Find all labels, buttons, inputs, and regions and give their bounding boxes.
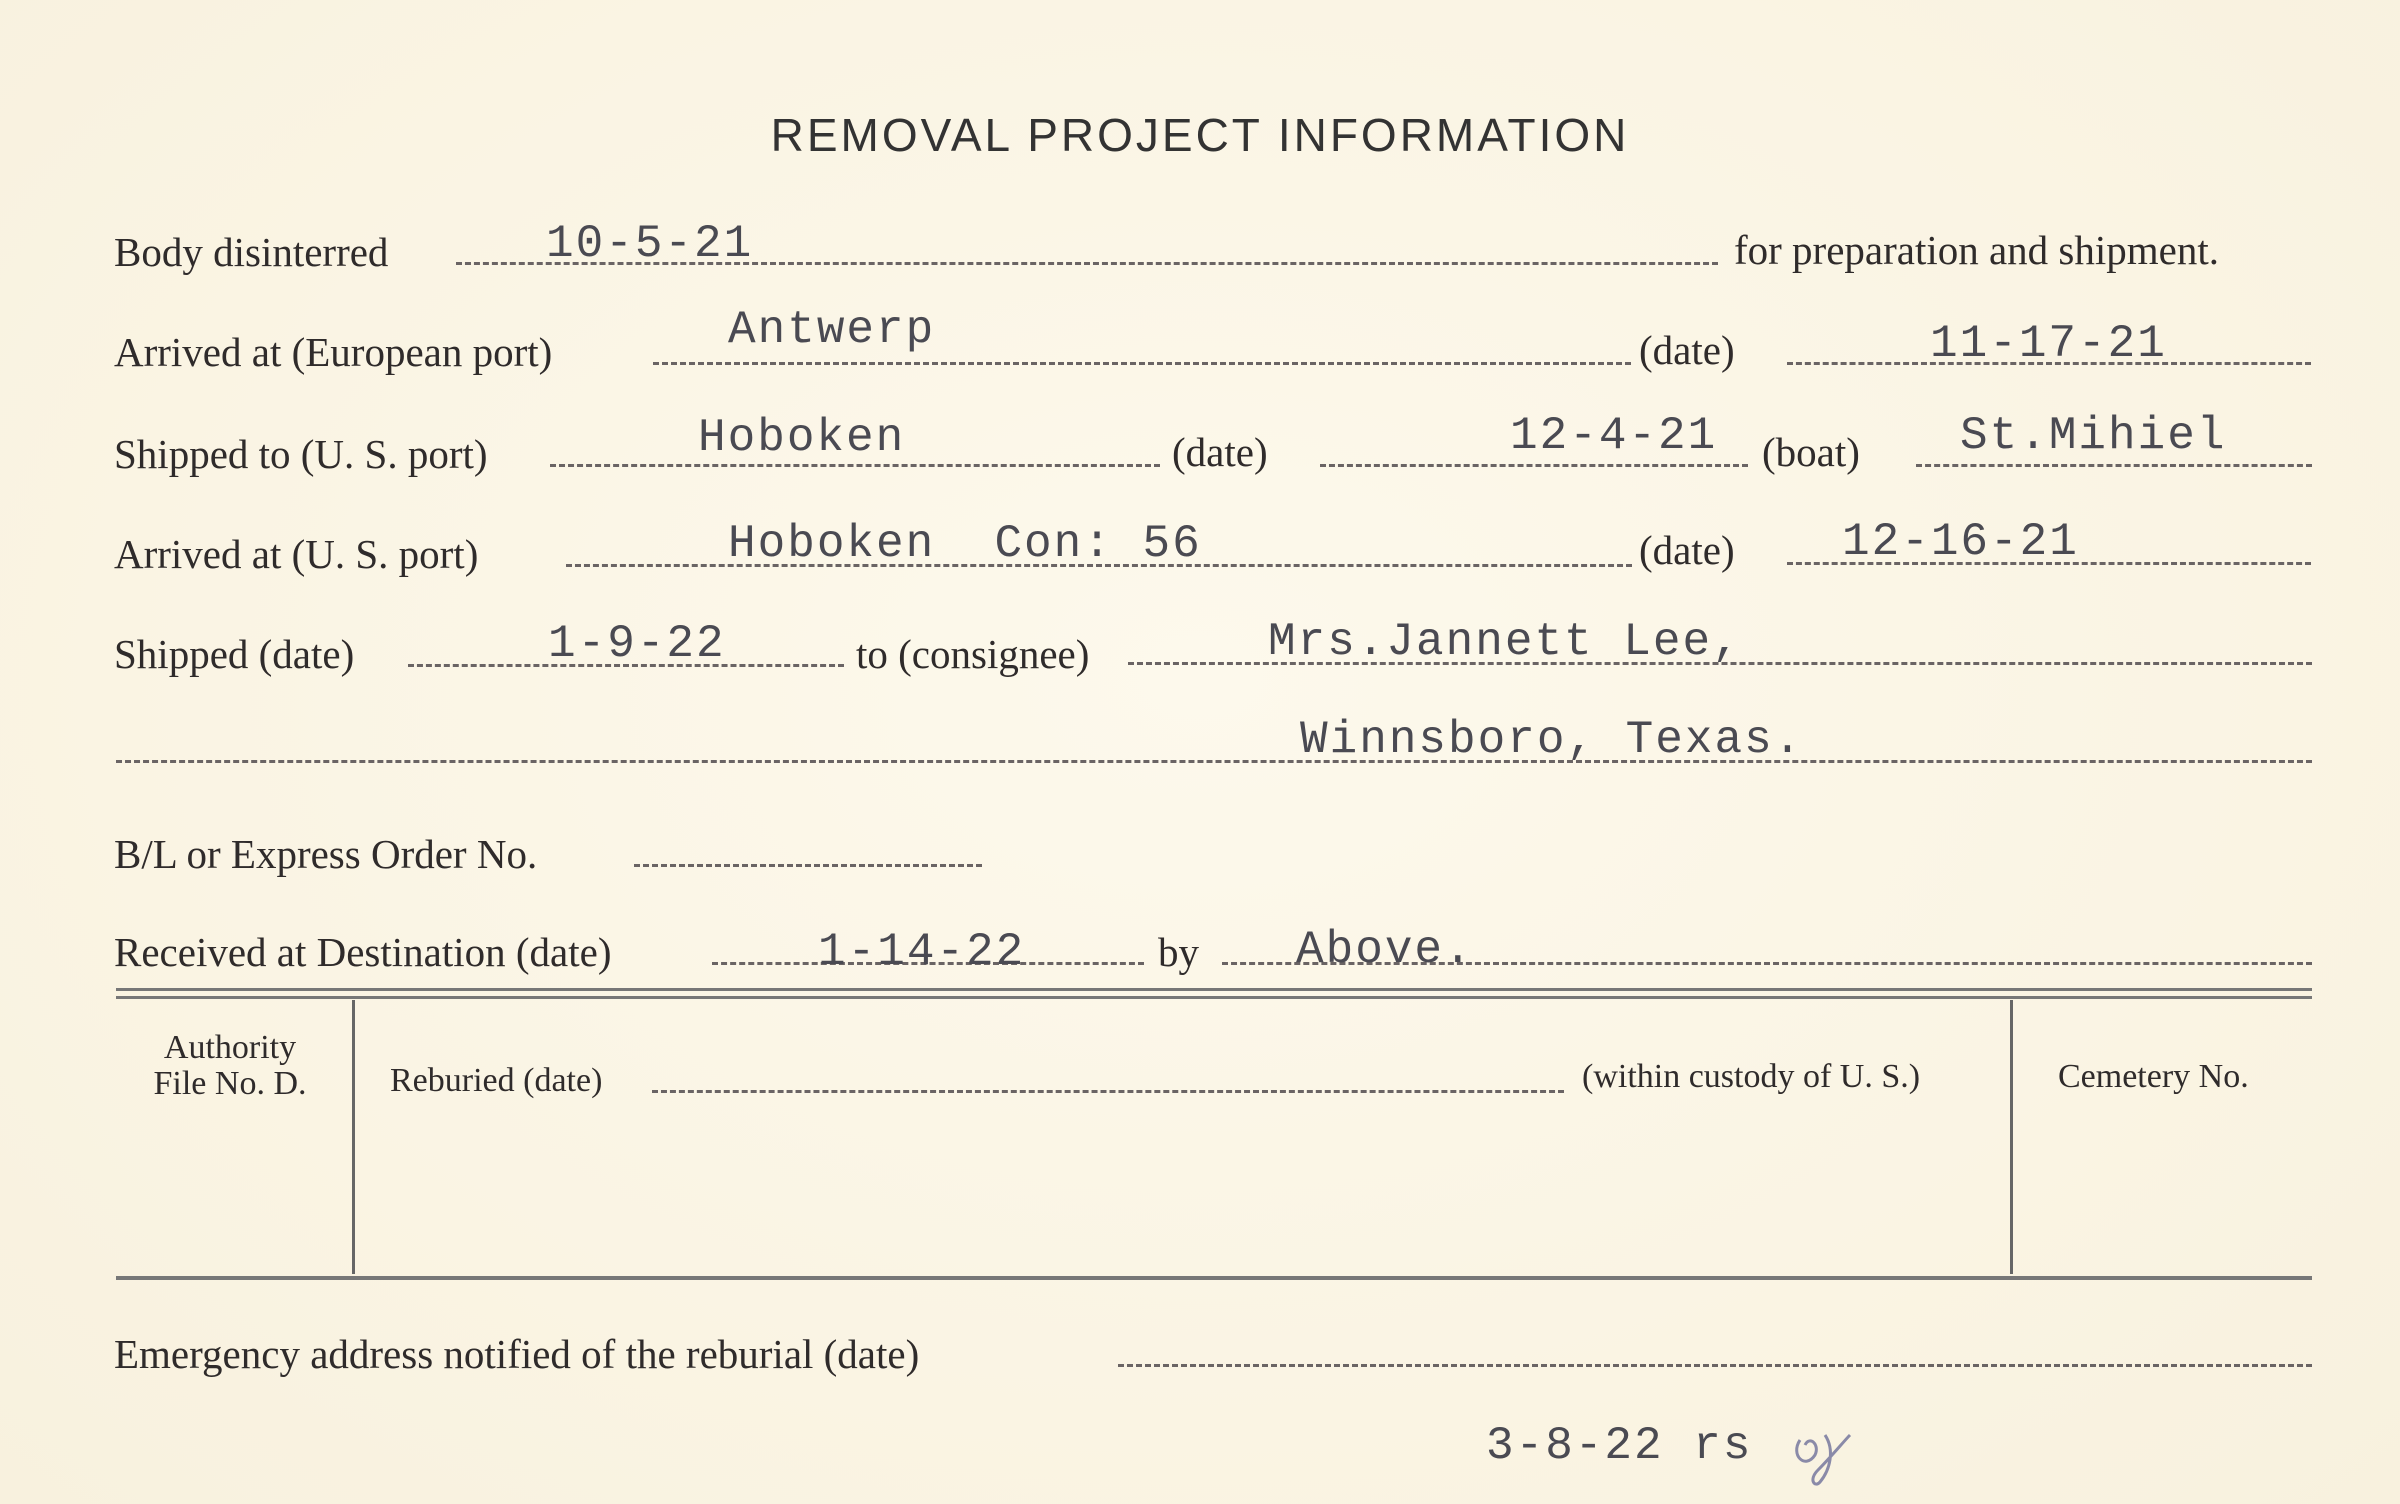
- box-divider-right: [2010, 1000, 2013, 1274]
- footer-note: 3-8-22 rs: [1486, 1420, 1753, 1472]
- body-disinterred-label: Body disinterred: [114, 229, 389, 275]
- us-shipped-date-value: 12-4-21: [1510, 410, 1718, 462]
- us-arrived-date-label: (date): [1639, 527, 1735, 573]
- received-destination-label: Received at Destination (date): [114, 929, 612, 975]
- received-date-value: 1-14-22: [818, 926, 1026, 978]
- bl-order-line: [634, 864, 982, 867]
- authority-label: [130, 1030, 330, 1102]
- box-divider-left: [352, 1000, 355, 1274]
- european-port-value: Antwerp: [728, 304, 936, 356]
- boat-label: (boat): [1762, 429, 1860, 475]
- arrived-european-label: Arrived at (European port): [114, 329, 553, 375]
- boat-line: [1916, 464, 2312, 467]
- handwritten-initials: [1780, 1410, 1880, 1490]
- shipped-date-value: 1-9-22: [548, 618, 726, 670]
- cemetery-no-label: Cemetery No.: [2058, 1058, 2249, 1095]
- bl-order-label: B/L or Express Order No.: [114, 831, 538, 877]
- arrived-us-label: Arrived at (U. S. port): [114, 531, 479, 577]
- reburied-label: Reburied (date): [390, 1062, 603, 1099]
- received-by-value: Above.: [1296, 924, 1474, 976]
- reburied-line: [652, 1090, 1564, 1093]
- double-rule-top: [116, 988, 2312, 991]
- european-date-label: (date): [1639, 327, 1735, 373]
- us-port-shipped-value: Hoboken: [698, 412, 906, 464]
- shipped-to-us-label: Shipped to (U. S. port): [114, 431, 488, 477]
- form-title: REMOVAL PROJECT INFORMATION: [770, 109, 1630, 161]
- authority-line-2: File No. D.: [153, 1065, 307, 1102]
- us-port-arrived-value: Hoboken Con: 56: [728, 518, 1202, 570]
- shipped-date-label: Shipped (date): [114, 631, 355, 677]
- to-consignee-label: to (consignee): [856, 631, 1090, 677]
- european-date-value: 11-17-21: [1930, 318, 2167, 370]
- disinterred-date-value: 10-5-21: [546, 218, 754, 270]
- us-shipped-date-label: (date): [1172, 429, 1268, 475]
- us-arrived-date-value: 12-16-21: [1842, 516, 2079, 568]
- consignee-line-2: [116, 760, 2312, 763]
- received-by-label: by: [1158, 929, 1199, 975]
- double-rule-bottom: [116, 996, 2312, 999]
- for-preparation-label: for preparation and shipment.: [1734, 227, 2220, 273]
- boat-value: St.Mihiel: [1960, 410, 2227, 462]
- consignee-value-2: Winnsboro, Texas.: [1300, 714, 1804, 766]
- emergency-label: Emergency address notified of the reburial (date): [114, 1331, 920, 1377]
- european-port-line: [653, 362, 1631, 365]
- box-bottom-rule: [116, 1276, 2312, 1280]
- us-shipped-date-line: [1320, 464, 1748, 467]
- within-custody-label: (within custody of U. S.): [1582, 1058, 1921, 1095]
- authority-line-1: Authority: [163, 1029, 297, 1066]
- emergency-line: [1118, 1364, 2312, 1367]
- us-port-shipped-line: [550, 464, 1160, 467]
- consignee-value-1: Mrs.Jannett Lee,: [1268, 616, 1742, 668]
